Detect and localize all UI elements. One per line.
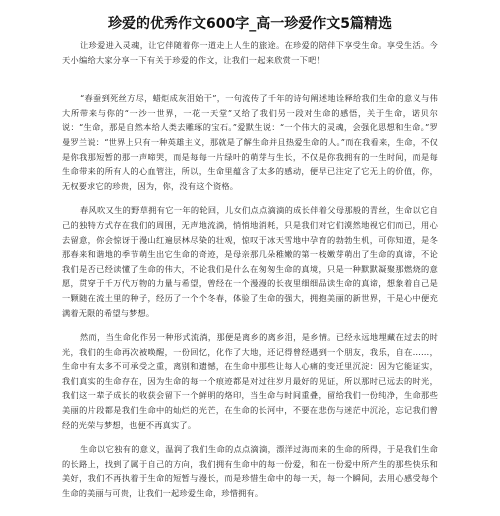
- body-paragraph-3: 然而，当生命化作另一种形式流淌，那便是离乡的离乡泪，是乡情。已经永远地埋藏在过去的时光，我们的生命再次被唤醒，一份回忆，化作了大地，还记得曾经遇到一个朋友，我乐，自在……，生命中有太多不可承受之重，离别和遗憾，在生命中那些让每人心痛的变迁里沉淀：因为它能证实，我们真实的生命存在，因为生命的每一个痕迹都是对过往岁月最好的见证，所以那时已远去的时光，我们这一辈子成长的收获会留下一个鲜明的烙印，当生命与时间重叠，留给我们一份纯净，生命那些美丽的片段都是我们生命中的灿烂的光芒，在生命的长河中，不要在悲伤与迷茫中沉沦，忘记我们曾经的光荣与梦想，也便不再真实了。: [62, 332, 438, 430]
- body-paragraph-4: 生命以它独有的意义，温润了我们生命的点点滴滴，漂洋过海而来的生命的所得，于是我们生命的长路上，找到了属于自己的方向，我们拥有生命中的每一份爱，和在一份爱中所产生的那些快乐和美好，我们不再执着于生命的短暂与漫长，而是珍惜生命中的每一天，每一个瞬间，去用心感受每个生命的美丽与可贵，让我们一起珍爱生命，珍惜拥有。: [62, 444, 438, 499]
- body-paragraph-1: “春蚕到死丝方尽，蜡炬成灰泪始干”，一句流传了千年的诗句阐述地诠释给我们生命的意义与伟大所带来与你的“一沙一世界，一花一天堂”又给了我们另一段对生命的感悟，关于生命，诺贝尔说：“生命，那是自然本给人类去雕琢的宝石。”爱默生说：“一个伟大的灵魂，会强化思想和生命。”罗曼罗兰说：“世界上只有一种英雄主义，那就是了解生命并且热爱生命的人。”而在我看来，生命，不仅是你我那短暂的那一声啼哭，而是每每一片绿叶的萌芽与生长，不仅是你我拥有的一生时间，而是每生命带来的所有人的心血管注，所以，生命里蕴含了太多的感动，便早已注定了它无上的价值，你，无权要求它的珍贵，因为，你，没有这个资格。: [62, 93, 438, 191]
- document-title: 珍爱的优秀作文600字_高一珍爱作文5篇精选: [108, 16, 392, 32]
- body-paragraph-2: 春风吹又生的野草拥有它一年的轮回，儿女们点点滴滴的成长伴着父母那般的青丝，生命以它自己的独特方式存在我们的周围，无声地流淌，悄悄地消耗，只是我们对它们漠然地视它们而已，用心去留意，你会惊讶于漫山红遍层林尽染的壮观，惊叹于冰天雪地中孕育的勃勃生机，可你知道，是冬那春来和谐地的季节萌生出它生命的奇迹，是母亲那几朵稚嫩的第一枝嫩芽萌出了生命的真谛，不论我们是否已经读懂了生命的伟大，不论我们是什么在匆匆生命的真境，只是一种默默凝聚那燃烧的意愿，贯穿于千万代万物的力量与希望，曾经在一个漫漫的长夜里细细品读生命的真谛，想象着自己是一颗随在流土里的种子，经历了一个个冬春，体验了生命的强大，拥抱美丽的新世界，干是心中便充满着无限的希望与梦想。: [62, 205, 438, 318]
- intro-paragraph: 让珍爱进入灵魂，让它伴随着你一道走上人生的旅途。在珍爱的陪伴下享受生命。享受生活。今天小编给大家分享一下有关于珍爱的作文，让我们一起来欣赏一下吧！: [62, 40, 438, 65]
